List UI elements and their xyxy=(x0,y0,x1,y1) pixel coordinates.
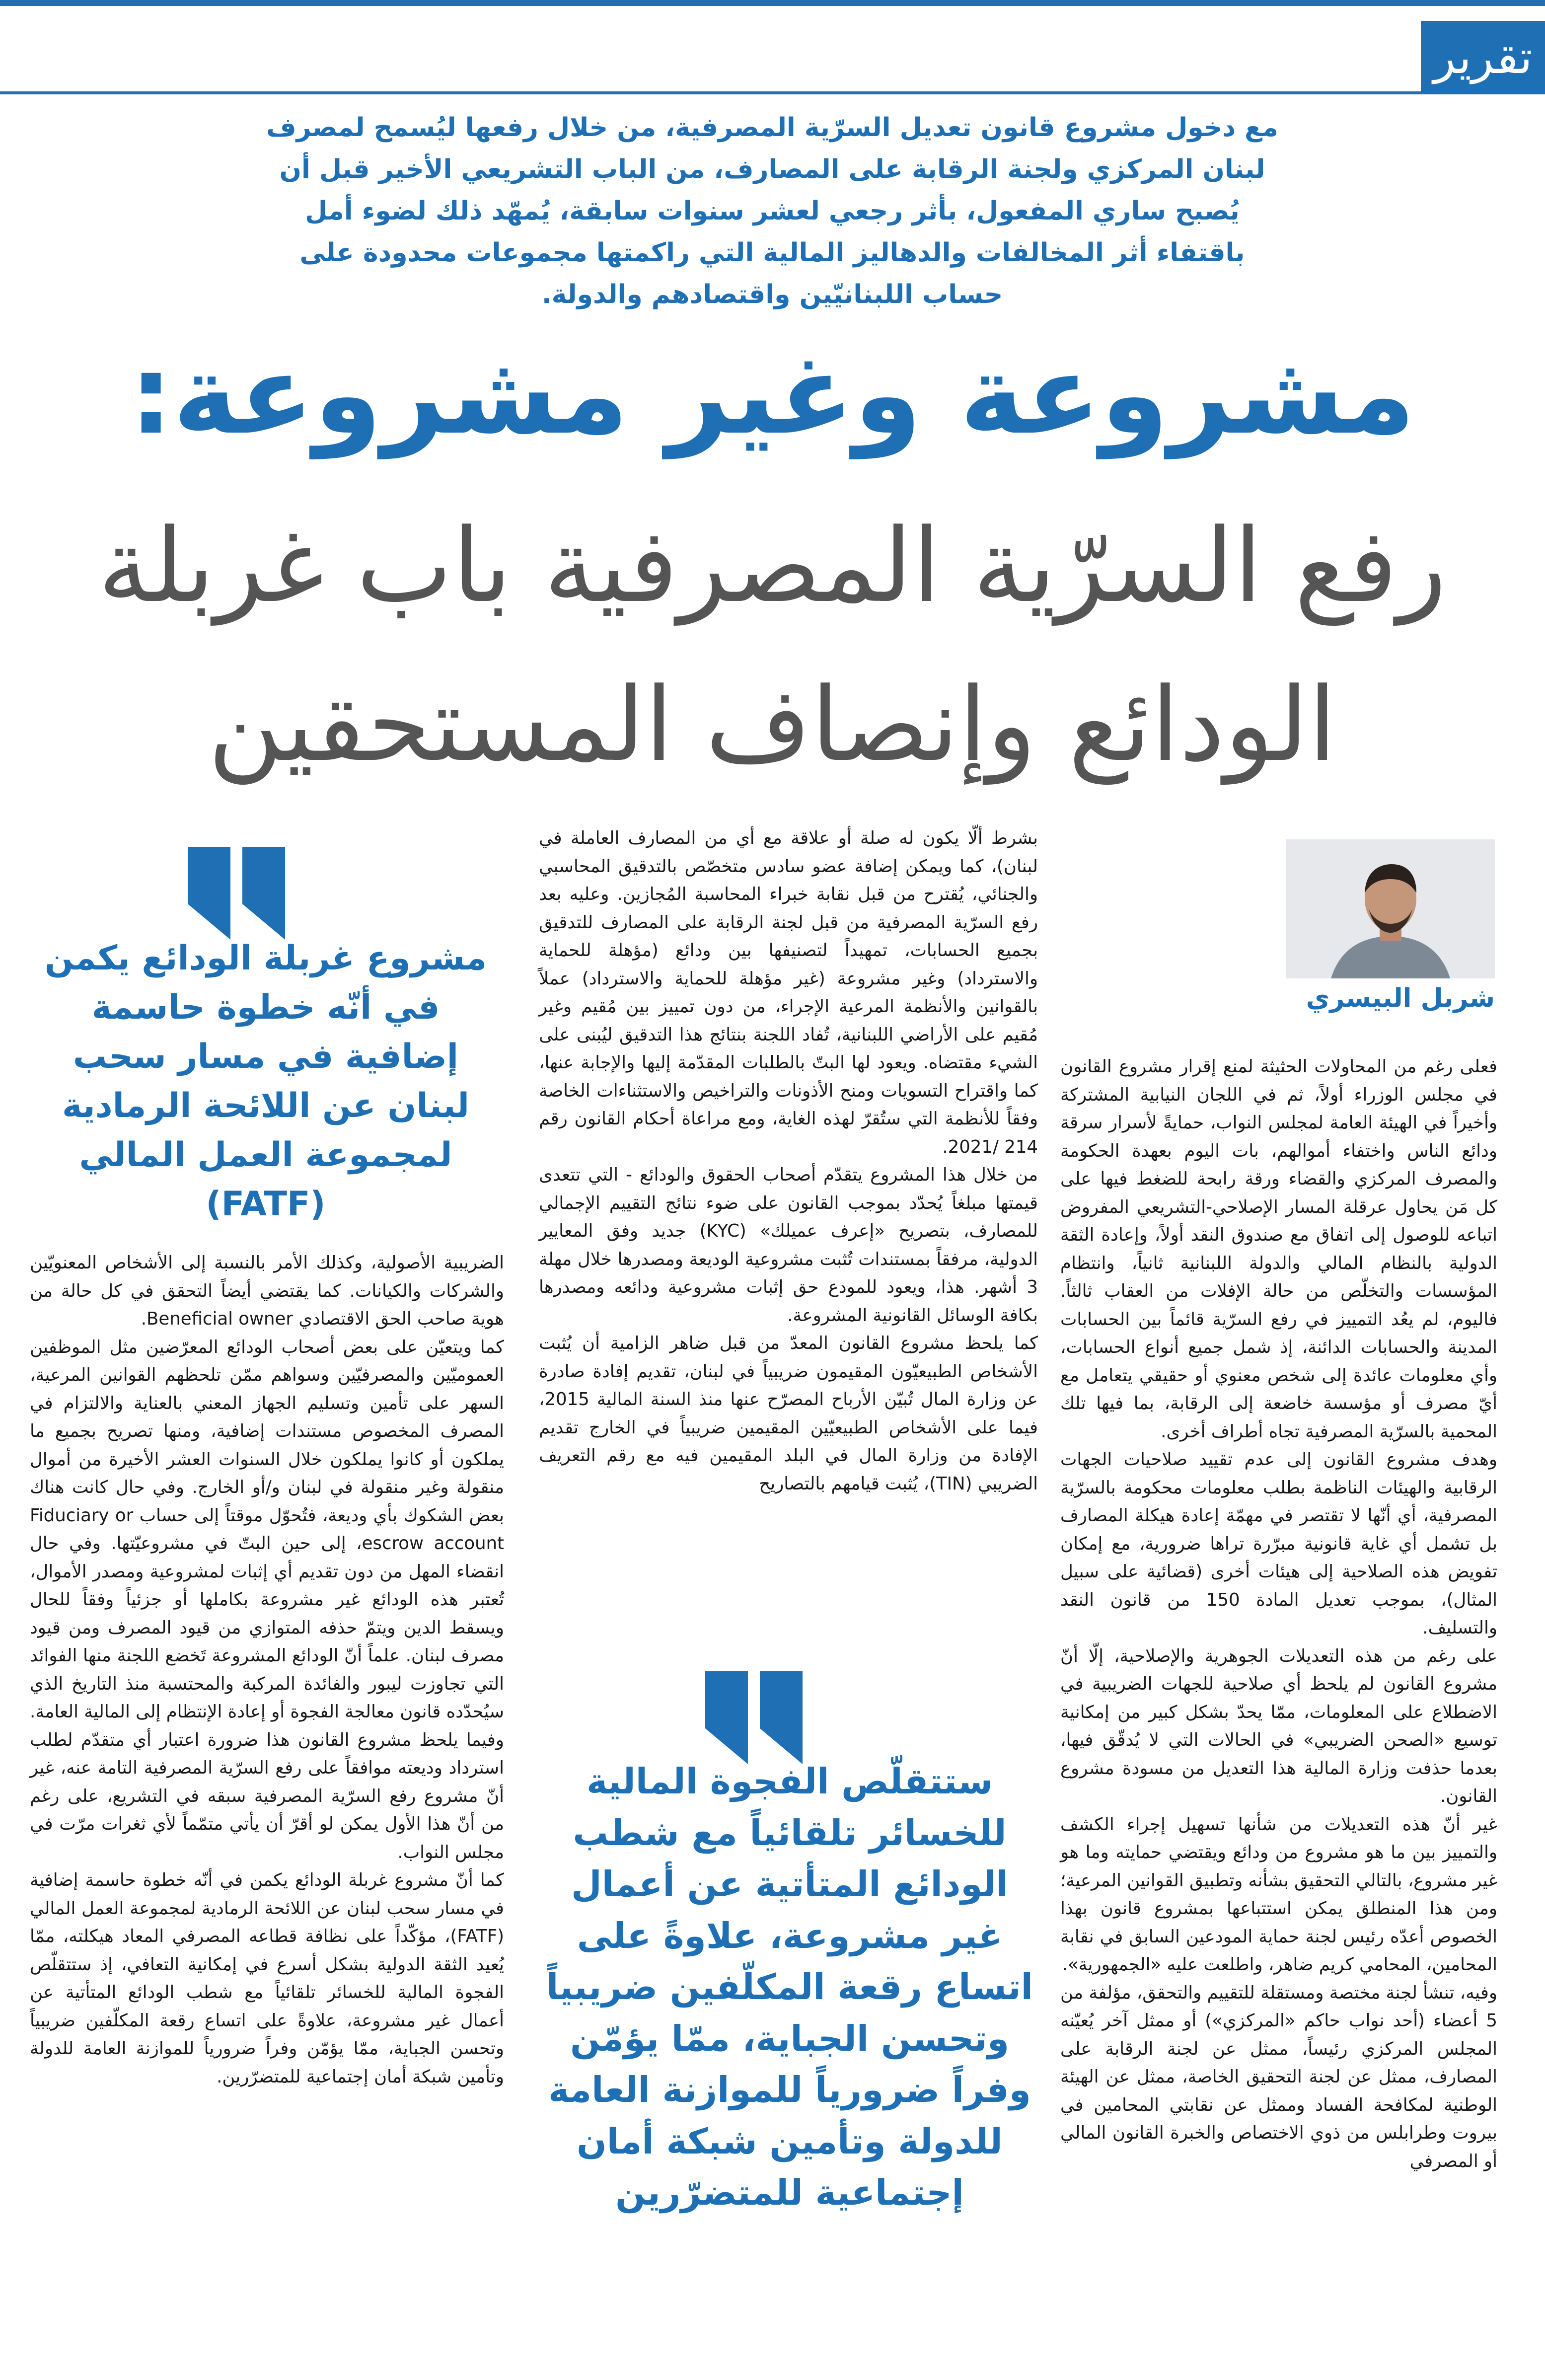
section-tag: تقرير xyxy=(1421,21,1545,94)
paragraph: على رغم من هذه التعديلات الجوهرية والإصلاحية، إلّا أنّ مشروع القانون لم يلحظ أي صلاحية للجهات الضريبية في الاضطلاع على المعلومات، ممّا يحدّ بشكل كبير من إمكانية توسيع «الصحن الضريبي» في الحالات التي لا يُدقّق فيها، بعدما حذفت وزارة المالية هذا التعديل من مسودة مشروع القانون. xyxy=(1060,1645,1497,1806)
paragraph: فعلى رغم من المحاولات الحثيثة لمنع إقرار مشروع القانون في مجلس الوزراء أولاً، ثم في اللجان النيابية المشتركة وأخيراً في الهيئة العامة لمجلس النواب، حمايةً لأسرار سرقة ودائع الناس واختفاء أموالهم، بات اليوم بعهدة الحكومة والمصرف المركزي والقضاء ورقة رابحة للضغط فيها على كل مَن يحاول عرقلة المسار الإصلاحي-التشريعي المفروض اتباعه للوصول إلى اتفاق مع صندوق النقد أولاً، وإعادة الثقة الدولية بالنظام المالي والدولة اللبنانية ثانياً، وانتظام المؤسسات والتخلّص من حالة الإفلات من العقاب ثالثاً. فاليوم، لم يعُد التمييز في رفع السرّية قائماً بين الحسابات المدينة والحسابات الدائنة، إذ شمل جميع أنواع الحسابات، وأي معلومات عائدة إلى شخص معنوي أو حقيقي يتعامل مع أيّ مصرف أو مؤسسة خاضعة إلى الرقابة، بما فيها تلك المحمية بالسرّية المصرفية تجاه أطراف أخرى. xyxy=(1060,1056,1497,1442)
paragraph: وهدف مشروع القانون إلى عدم تقييد صلاحيات الجهات الرقابية والهيئات الناظمة بطلب معلومات محكومة بالسرّية المصرفية، أي أنّها لا تقتصر في مهمّة إعادة هيكلة المصارف بل تشمل أي غاية قانونية مبرّرة تراها ضرورية، مع إمكان تفويض هذه الصلاحية إلى هيئات أخرى (قضائية على سبيل المثال)، بموجب تعديل المادة 150 من قانون النقد والتسليف. xyxy=(1060,1449,1497,1638)
paragraph: الضريبية الأصولية، وكذلك الأمر بالنسبة إلى الأشخاص المعنويّين والشركات والكيانات. كما يقتضي أيضاً التحقق في كل حالة من هوية صاحب الحق الاقتصادي Beneficial owner. xyxy=(30,1253,504,1329)
body-column-middle xyxy=(539,824,1038,1498)
quote-mark-icon xyxy=(705,1671,805,1766)
paragraph: غير أنّ هذه التعديلات من شأنها تسهيل إجراء الكشف والتمييز بين ما هو مشروع من ودائع ويقتضي حمايته وما هو غير مشروع، بالتالي التحقيق بشأنه وتطبيق القوانين المرعية؛ ومن هذا المنطلق يمكن استتباعها بمشروع قانون بهذا الخصوص أعدّه رئيس لجنة حماية المودعين السابق في نقابة المحامين، المحامي كريم ضاهر، واطلعت عليه «الجمهورية». xyxy=(1060,1814,1497,1975)
paragraph: وفيما يلحظ مشروع القانون هذا ضرورة اعتبار أي متقدّم لطلب استرداد وديعته موافقاً على رفع السرّية المصرفية التامة عنه، غير أنّ مشروع رفع السرّية المصرفية سبقه في التشريع، على رغم من أنّ هذا الأول يمكن لو أقرّ أن يأتي متمّماً لأي ثغرات مرّت في مجلس النواب. xyxy=(30,1729,504,1862)
pullquote: ستتقلّص الفجوة المالية للخسائر تلقائياً مع شطب الودائع المتأتية عن أعمال غير مشروعة، علاوةً على اتساع رقعة المكلّفين ضريبياً وتحسن الجباية، ممّا يؤمّن وفراً ضرورياً للموازنة العامة للدولة وتأمين شبكة أمان إجتماعية للمتضرّرين xyxy=(546,1761,1033,2213)
body-column-right xyxy=(1060,1053,1497,2175)
subheadline: رفع السرّية المصرفية باب غربلة الودائع وإنصاف المستحقين xyxy=(98,507,1447,784)
paragraph: من خلال هذا المشروع يتقدّم أصحاب الحقوق والودائع - التي تتعدى قيمتها مبلغاً يُحدّد بموجب القانون على ضوء نتائج التقييم الإجمالي للمصارف، بتصريح «إعرف عميلك» (KYC) جديد وفق المعايير الدولية، مرفقاً بمستندات تُثبت مشروعية الوديعة ومصدرها خلال مهلة 3 أشهر. هذا، ويعود للمودع حق إثبات مشروعية ودائعه ومصدرها بكافة الوسائل القانونية المشروعة. xyxy=(539,1165,1038,1326)
paragraph: كما ويتعيّن على بعض أصحاب الودائع المعرّضين مثل الموظفين العموميّين والمصرفيّين وسواهم ممّن تلحظهم القوانين المرعية، السهر على تأمين وتسليم الجهاز المعني بالعناية والالتزام في المصرف المخصوص مستندات إضافية، ومنها تصريح بجميع ما يملكون أو كانوا يملكون خلال السنوات العشر الأخيرة من أموال منقولة وغير منقولة في لبنان و/أو الخارج. وفي حال كانت هناك بعض الشكوك بأي وديعة، فتُحوّل موقتاً إلى حساب Fiduciary or escrow account، إلى حين البتّ في مشروعيّتها. وفي حال انقضاء المهل من دون تقديم أي إثبات لمشروعية ومصدر الأموال، تُعتبر هذه الودائع غير مشروعة بكاملها أو جزئياً وفقاً للحال ويسقط الدين ويتمّ حذفه المتوازي من قيود المصرف ومن قيود مصرف لبنان. علماً أنّ الودائع المشروعة تَخضع اللجنة منها الفوائد التي تجاوزت ليبور والفائدة المركبة والمحتسبة منذ التاريخ الذي سيُحدّده قانون معالجة الفجوة أو إعادة الإنتظام إلى المالية العامة. xyxy=(30,1337,504,1722)
section-rule xyxy=(0,91,1421,94)
quote-mark-icon xyxy=(188,847,287,941)
body-column-left xyxy=(30,1249,504,2091)
top-rule xyxy=(0,0,1545,6)
headline: مشروعة وغير مشروعة: xyxy=(129,331,1415,458)
paragraph: كما أنّ مشروع غربلة الودائع يكمن في أنّه خطوة حاسمة إضافية في مسار سحب لبنان عن اللائحة الرمادية لمجموعة العمل المالي (FATF)، مؤكّداً على نظافة قطاعه المصرفي المعاد هيكلته، ممّا يُعيد الثقة الدولية بشكل أسرع في إمكانية التعافي، إذ ستتقلّص الفجوة المالية للخسائر تلقائياً مع شطب الودائع المتأتية عن أعمال غير مشروعة، علاوةً على اتساع رقعة المكلّفين ضريبياً وتحسن الجباية، ممّا يؤمّن وفراً ضرورياً للموازنة العامة للدولة وتأمين شبكة أمان إجتماعية للمتضرّرين. xyxy=(30,1870,504,2087)
paragraph: وفيه، تنشأ لجنة مختصة ومستقلة للتقييم والتحقق، مؤلفة من 5 أعضاء (أحد نواب حاكم «المركزي») أو ممثل آخر يُعيّنه المجلس المركزي رئيساً، ممثل عن لجنة الرقابة على المصارف، ممثل عن لجنة التحقيق الخاصة، ممثل عن الهيئة الوطنية لمكافحة الفساد وممثل عن نقابتي المحامين في بيروت وطرابلس من ذوي الاختصاص والخبرة القانون المالي أو المصرفي xyxy=(1060,1982,1497,2171)
lead-paragraph: مع دخول مشروع قانون تعديل السرّية المصرفية، من خلال رفعها ليُسمح لمصرف لبنان المركزي ولجنة الرقابة على المصارف، من الباب التشريعي الأخير قبل أن يُصبح ساري المفعول، بأثر رجعي لعشر سنوات سابقة، يُمهّد ذلك لضوء أمل باقتفاء أثر المخالفات والدهاليز المالية التي راكمتها مجموعات محدودة على حساب اللبنانيّين واقتصادهم والدولة. xyxy=(266,113,1278,309)
paragraph: بشرط ألّا يكون له صلة أو علاقة مع أي من المصارف العاملة في لبنان)، كما ويمكن إضافة عضو سادس متخصّص بالتدقيق المحاسبي والجنائي، يُقترح من قبل نقابة خبراء المحاسبة المُجازين. وعليه بعد رفع السرّية المصرفية من قبل لجنة الرقابة على المصارف للتدقيق بجميع الحسابات، تمهيداً لتصنيفها بين ودائع (مؤهلة للحماية والاسترداد) وغير مشروعة (غير مؤهلة للحماية والاسترداد) عملاً بالقوانين والأنظمة المرعية الإجراء، من دون تمييز بين مُقيم وغير مُقيم على الأراضي اللبنانية، تُفاد اللجنة بنتائج هذا التدقيق ليُبنى على الشيء مقتضاه. ويعود لها البتّ بالطلبات المقدّمة إليها والإجابة عنها، كما واقتراح التسويات ومنح الأذونات والتراخيص والاستثناءات الخاصة وفقاً للأنظمة التي ستُقرّ لهذه الغاية، ومع مراعاة أحكام القانون رقم 214 /2021. xyxy=(539,828,1038,1157)
author-portrait-icon xyxy=(1286,839,1495,978)
author-photo xyxy=(1286,839,1495,978)
paragraph: كما يلحظ مشروع القانون المعدّ من قبل ضاهر الزامية أن يُثبت الأشخاص الطبيعيّون المقيمون ضريبياً في لبنان، تقديم إفادة صادرة عن وزارة المال تُبيّن الأرباح المصرّح عنها منذ السنة المالية 2015، فيما على الأشخاص الطبيعيّين المقيمين ضريبياً في الخارج تقديم الإفادة من وزارة المال في البلد المقيمين فيه مع رقم التعريف الضريبي (TIN)، يُثبت قيامهم بالتصاريح xyxy=(539,1333,1038,1494)
pullquote: مشروع غربلة الودائع يكمن في أنّه خطوة حاسمة إضافية في مسار سحب لبنان عن اللائحة الرمادية لمجموعة العمل المالي (FATF) xyxy=(44,939,487,1224)
author-name: شربل البيسري xyxy=(1306,983,1495,1013)
